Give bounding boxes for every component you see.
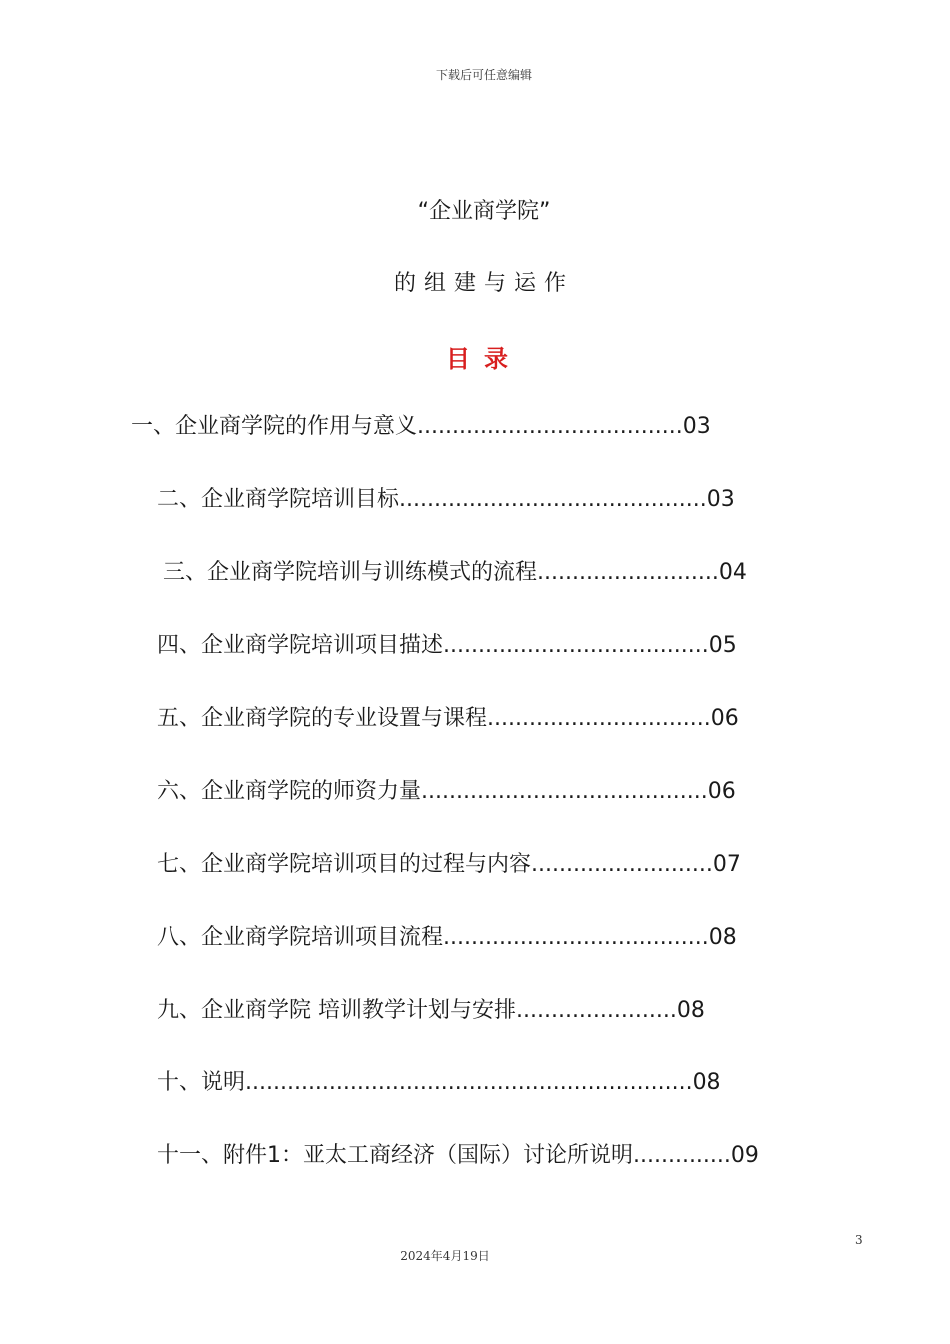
header-note: 下载后可任意编辑 xyxy=(435,68,532,82)
page-number: 3 xyxy=(855,1233,863,1247)
toc-entry-1[interactable]: 一、企业商学院的作用与意义......................................03 xyxy=(131,414,711,439)
toc-entry-8[interactable]: 八、企业商学院培训项目流程......................................08 xyxy=(157,925,737,950)
toc-entry-7[interactable]: 七、企业商学院培训项目的过程与内容..........................07 xyxy=(157,852,741,877)
toc-entry-4[interactable]: 四、企业商学院培训项目描述......................................05 xyxy=(157,633,737,658)
toc-entry-9[interactable]: 九、企业商学院 培训教学计划与安排.......................08 xyxy=(157,998,705,1023)
document-title: “企业商学院” xyxy=(417,199,551,224)
toc-entry-10[interactable]: 十、说明................................................................08 xyxy=(157,1070,721,1095)
toc-entry-11[interactable]: 十一、附件1：亚太工商经济（国际）讨论所说明..............09 xyxy=(157,1143,759,1168)
toc-entry-2[interactable]: 二、企业商学院培训目标............................................03 xyxy=(157,487,735,512)
document-subtitle: 的组建与运作 xyxy=(393,271,574,296)
toc-entry-3[interactable]: 三、企业商学院培训与训练模式的流程..........................04 xyxy=(163,560,747,585)
footer-date: 2024年4月19日 xyxy=(400,1249,490,1263)
toc-heading: 目录 xyxy=(446,345,522,373)
toc-entry-6[interactable]: 六、企业商学院的师资力量.........................................06 xyxy=(157,779,736,804)
toc-entry-5[interactable]: 五、企业商学院的专业设置与课程................................06 xyxy=(157,706,739,731)
